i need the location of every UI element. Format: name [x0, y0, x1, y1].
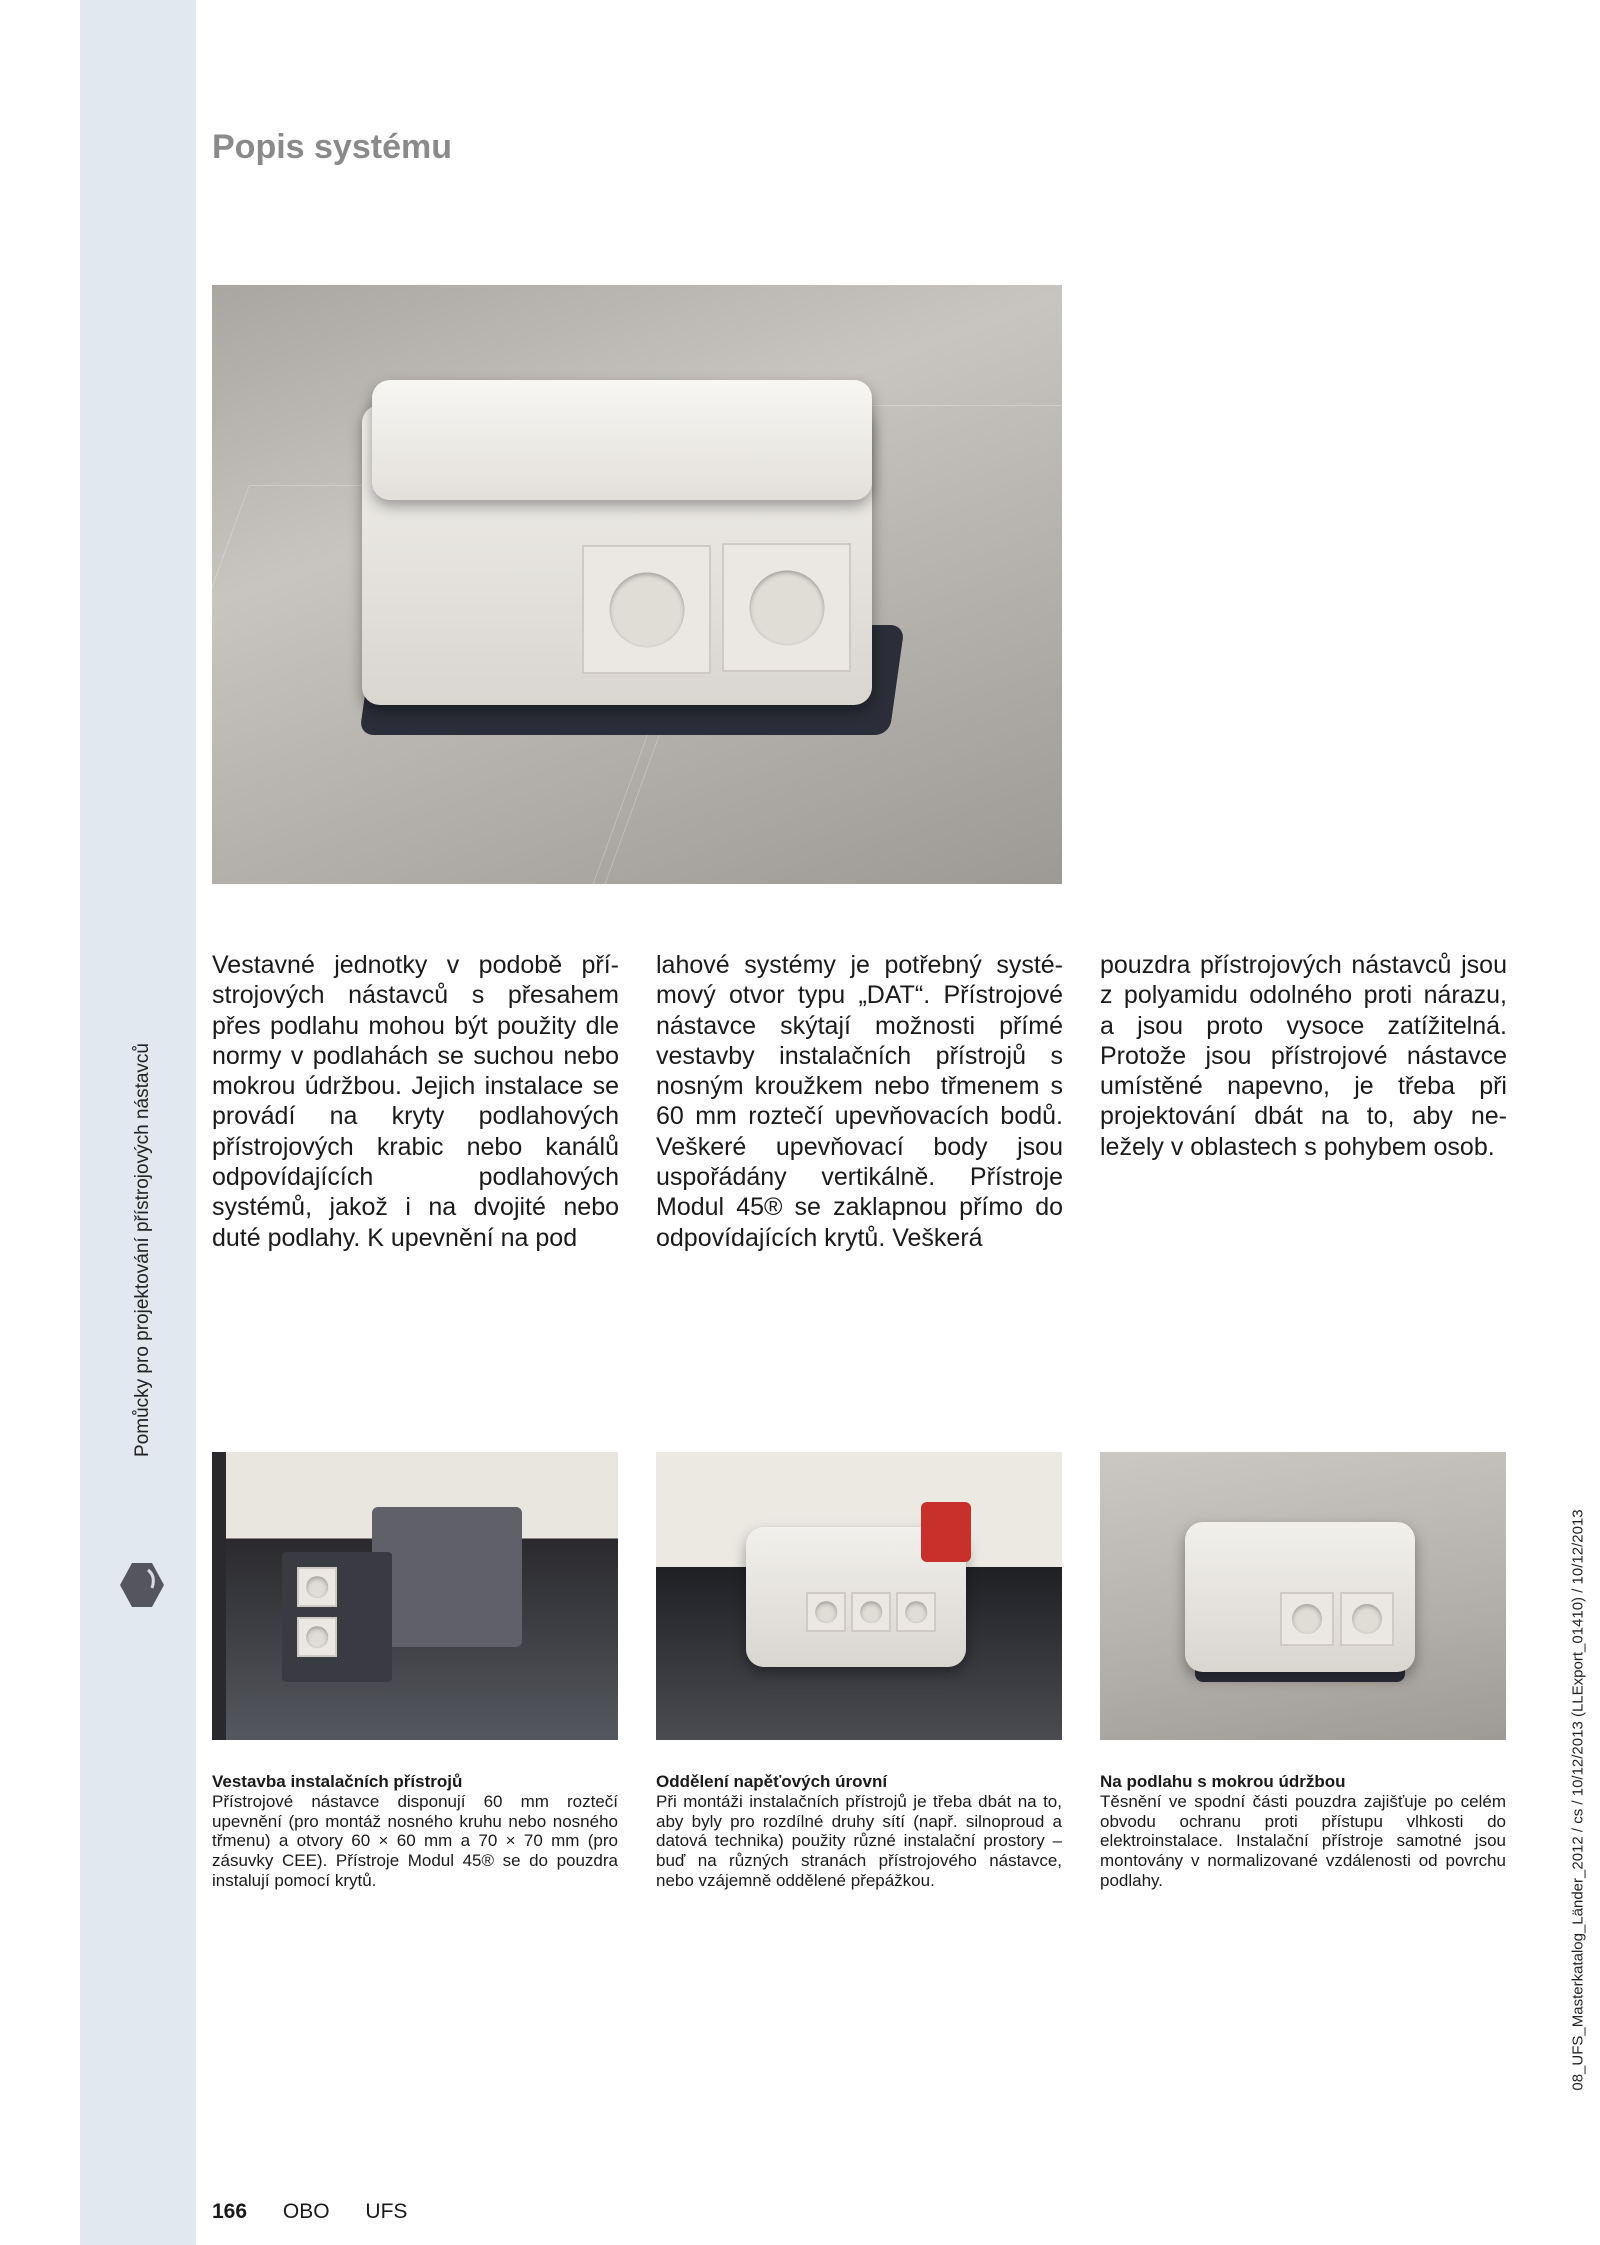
footer-section: UFS: [365, 2200, 408, 2223]
body-column-3: pouzdra přístrojových nástavců jsou z polyamidu odolného proti nárazu, a jsou proto vysoce zatížitelná. Protože jsou přístrojové nástavce umístěné napevno, je třeba při projektování dbát na to, aby neležely v oblastech s pohybem osob.: [1100, 951, 1507, 1161]
caption-title: Na podlahu s mokrou údržbou: [1100, 1772, 1346, 1791]
caption-title: Oddělení napěťových úrovní: [656, 1772, 888, 1791]
main-product-photo: [212, 285, 1062, 884]
body-column-2: lahové systémy je potřebný systémový otvor typu „DAT“. Přístrojové nástavce skýtají možnosti přímé vestavby instalačních přístrojů s nosným kroužkem nebo třmenem s 60 mm roztečí upevňovacích bodů. Veškeré upevňovací body jsou uspořádány vertikálně. Přístroje Modul 45® se zaklapnou přímo do odpovídajících krytů. Veškerá: [656, 951, 1063, 1252]
photo-voltage-separation: [656, 1452, 1062, 1740]
caption-wet-floor: [1100, 1772, 1506, 1891]
page-footer: [212, 2200, 437, 2224]
photo-wet-floor: [1100, 1452, 1506, 1740]
caption-device-installation: [212, 1772, 618, 1891]
caption-title: Vestavba instalačních přístrojů: [212, 1772, 463, 1791]
caption-text: Těsnění ve spodní části pouzdra zajišťuje po celém obvodu ochranu proti přístupu vlhkosti do elektroinstalace. Instalační přístroje samotné jsou montovány v normalizované vzdálenosti od povrchu podlahy.: [1100, 1791, 1506, 1890]
footer-brand: OBO: [282, 2200, 330, 2223]
caption-voltage-separation: [656, 1772, 1062, 1891]
caption-text: Při montáži instalačních přístrojů je třeba dbát na to, aby byly pro rozdílné druhy sítí (např. silnoproud a datová technika) použity různé instalační prostory – buď na různých stranách přístrojového nástavce, nebo vzájemně oddělené přepážkou.: [656, 1791, 1062, 1890]
page-title: Popis systému: [212, 128, 452, 166]
sidebar-label: Pomůcky pro projektování přístrojových nástavců: [132, 1043, 153, 1457]
page-number: 166: [212, 2200, 248, 2223]
caption-text: Přístrojové nástavce disponují 60 mm roztečí upevnění (pro montáž nosného kruhu nebo nosného třmenu) a otvory 60 × 60 mm a 70 × 70 mm (pro zásuvky CEE). Přístroje Modul 45® se do pouzdra instalují pomocí krytů.: [212, 1791, 618, 1890]
body-column-1: Vestavné jednotky v podobě přístrojových nástavců s přesahem přes podlahu mohou být použity dle normy v podlahách se suchou nebo mokrou údržbou. Jejich instalace se provádí na kryty podlahových přístrojových krabic nebo kanálů odpovídajících podlahových systémů, jakož i na dvojité nebo duté podlahy. K upevnění na pod: [212, 951, 619, 1252]
print-metadata: 08_UFS_Masterkatalog_Länder_2012 / cs / 10/12/2013 (LLExport_01410) / 10/12/2013: [1569, 1509, 1587, 2091]
hexagon-nut-icon: [118, 1560, 166, 1610]
photo-device-installation: [212, 1452, 618, 1740]
